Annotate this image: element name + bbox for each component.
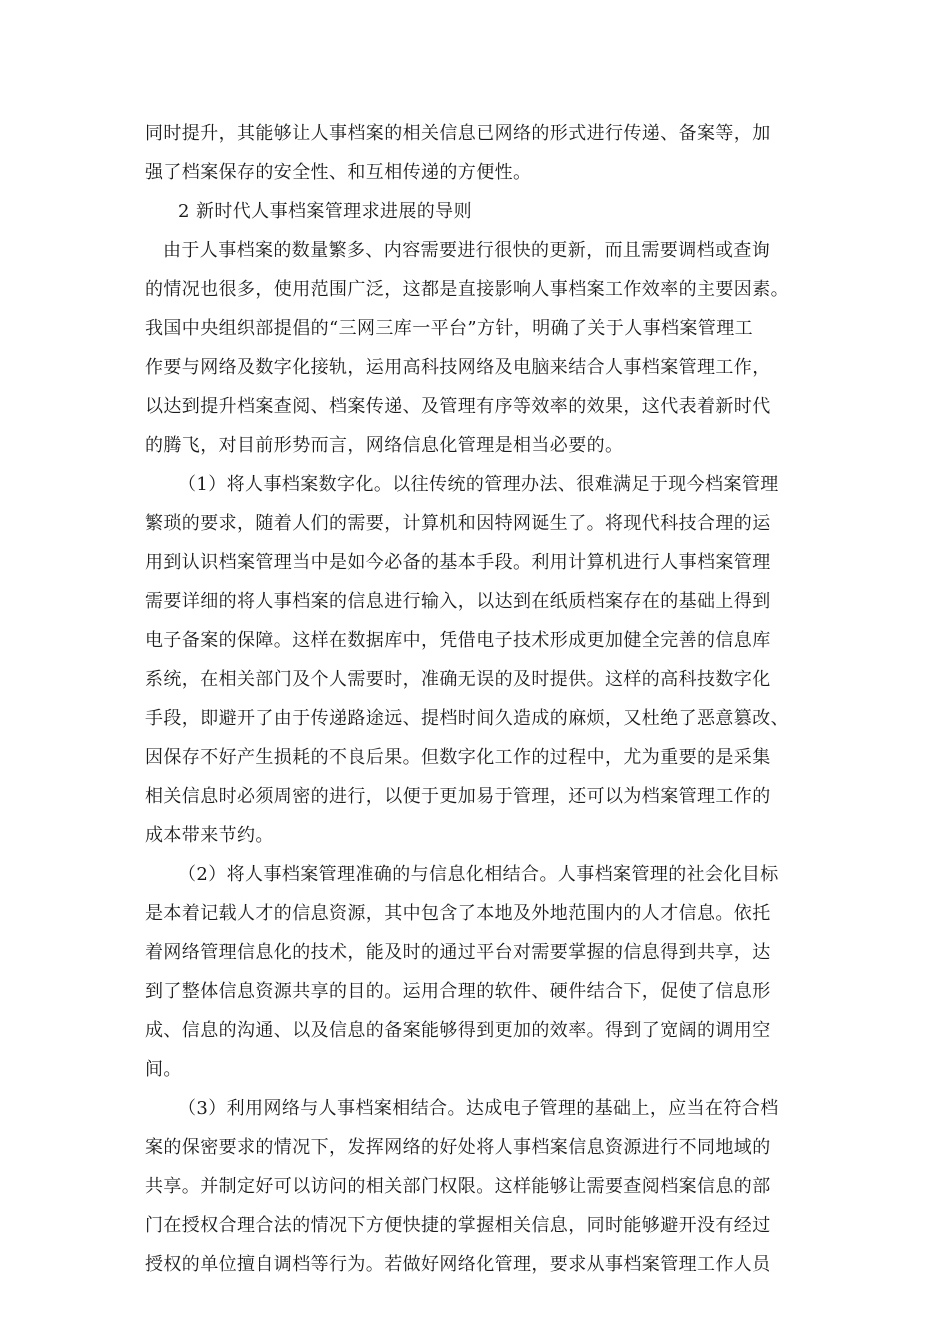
text-line: 共享。并制定好可以访问的相关部门权限。这样能够让需要查阅档案信息的部 — [145, 1176, 771, 1197]
text-line: （1）将人事档案数字化。以往传统的管理办法、很难满足于现今档案管理 — [178, 474, 779, 495]
text-line: 系统，在相关部门及个人需要时，准确无误的及时提供。这样的高科技数字化 — [145, 669, 771, 690]
text-line: 间。 — [145, 1059, 182, 1080]
text-line: 我国中央组织部提倡的“三网三库一平台”方针，明确了关于人事档案管理工 — [145, 318, 754, 339]
text-line: 同时提升，其能够让人事档案的相关信息已网络的形式进行传递、备案等，加 — [145, 123, 771, 144]
text-line: 因保存不好产生损耗的不良后果。但数字化工作的过程中，尤为重要的是采集 — [145, 747, 771, 768]
text-line: 需要详细的将人事档案的信息进行输入，以达到在纸质档案存在的基础上得到 — [145, 591, 771, 612]
text-line: 电子备案的保障。这样在数据库中，凭借电子技术形成更加健全完善的信息库 — [145, 630, 771, 651]
text-line: （3）利用网络与人事档案相结合。达成电子管理的基础上，应当在符合档 — [178, 1098, 779, 1119]
text-line: 门在授权合理合法的情况下方便快捷的掌握相关信息，同时能够避开没有经过 — [145, 1215, 771, 1236]
text-line: 的情况也很多，使用范围广泛，这都是直接影响人事档案工作效率的主要因素。 — [145, 279, 789, 300]
text-line: 繁琐的要求，随着人们的需要，计算机和因特网诞生了。将现代科技合理的运 — [145, 513, 771, 534]
text-line: 强了档案保存的安全性、和互相传递的方便性。 — [145, 162, 532, 183]
text-line: 着网络管理信息化的技术，能及时的通过平台对需要掌握的信息得到共享，达 — [145, 942, 771, 963]
text-line: 授权的单位擅自调档等行为。若做好网络化管理，要求从事档案管理工作人员 — [145, 1254, 771, 1275]
text-line: 由于人事档案的数量繁多、内容需要进行很快的更新，而且需要调档或查询 — [163, 240, 771, 261]
text-line: 作要与网络及数字化接轨，运用高科技网络及电脑来结合人事档案管理工作， — [145, 357, 771, 378]
section-heading: 2 新时代人事档案管理求进展的导则 — [178, 201, 472, 222]
text-line: （2）将人事档案管理准确的与信息化相结合。人事档案管理的社会化目标 — [178, 864, 779, 885]
text-line: 的腾飞，对目前形势而言，网络信息化管理是相当必要的。 — [145, 435, 624, 456]
text-line: 以达到提升档案查阅、档案传递、及管理有序等效率的效果，这代表着新时代 — [145, 396, 771, 417]
text-line: 案的保密要求的情况下，发挥网络的好处将人事档案信息资源进行不同地域的 — [145, 1137, 771, 1158]
text-line: 成本带来节约。 — [145, 825, 274, 846]
text-line: 到了整体信息资源共享的目的。运用合理的软件、硬件结合下，促使了信息形 — [145, 981, 771, 1002]
text-line: 相关信息时必须周密的进行，以便于更加易于管理，还可以为档案管理工作的 — [145, 786, 771, 807]
text-line: 是本着记载人才的信息资源，其中包含了本地及外地范围内的人才信息。依托 — [145, 903, 771, 924]
text-line: 成、信息的沟通、以及信息的备案能够得到更加的效率。得到了宽阔的调用空 — [145, 1020, 771, 1041]
text-line: 手段，即避开了由于传递路途远、提档时间久造成的麻烦，又杜绝了恶意篡改、 — [145, 708, 789, 729]
text-line: 用到认识档案管理当中是如今必备的基本手段。利用计算机进行人事档案管理 — [145, 552, 771, 573]
